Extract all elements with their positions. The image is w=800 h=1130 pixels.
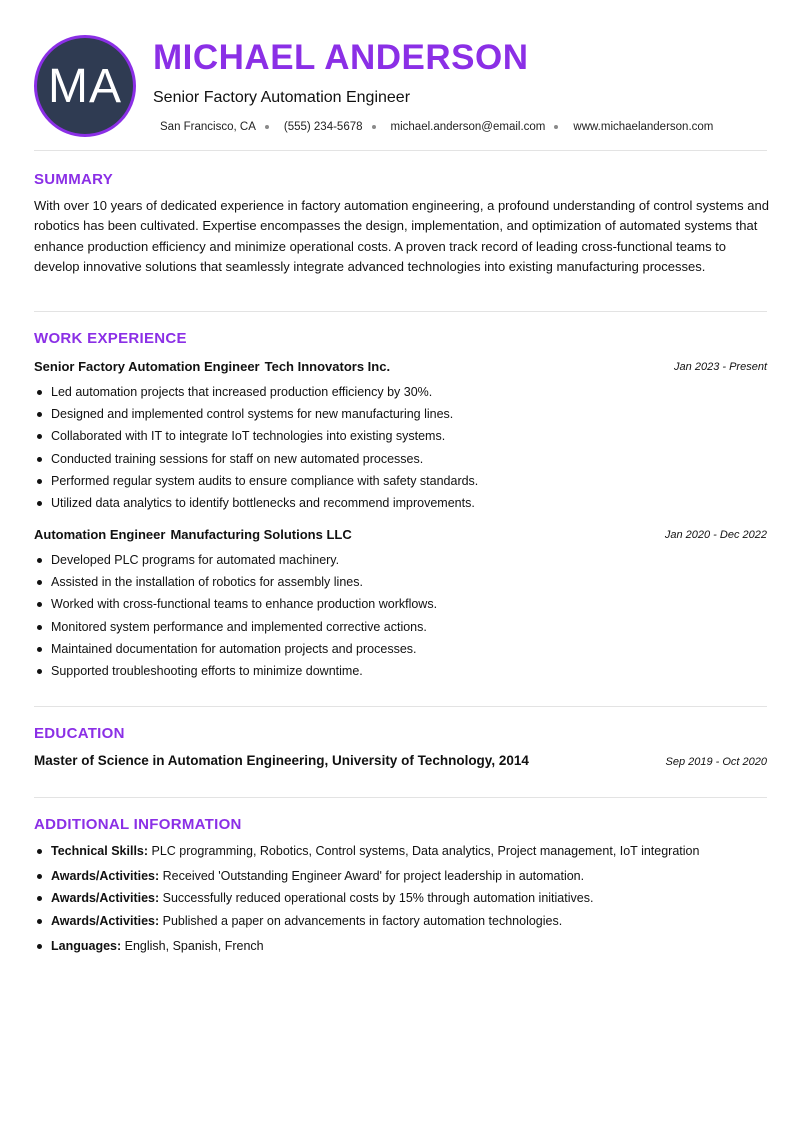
contact-phone: (555) 234-5678 — [283, 121, 363, 133]
list-item: Maintained documentation for automation projects and processes. — [34, 638, 767, 660]
job-dates: Jan 2020 - Dec 2022 — [664, 529, 767, 541]
list-item — [34, 865, 767, 887]
job-header — [34, 359, 767, 374]
job-title: Automation Engineer — [34, 527, 166, 542]
item-text: Received 'Outstanding Engineer Award' for project leadership in automation. — [162, 869, 585, 884]
separator-dot — [554, 125, 558, 129]
list-item: Led automation projects that increased production efficiency by 30%. — [34, 381, 767, 403]
divider — [34, 797, 767, 798]
list-item: Worked with cross-functional teams to enhance production workflows. — [34, 593, 767, 615]
list-item — [34, 840, 767, 862]
education-degree: Master of Science in Automation Engineering, University of Technology, 2014 — [34, 753, 529, 768]
list-item: Utilized data analytics to identify bottlenecks and recommend improvements. — [34, 492, 767, 514]
additional-info-list — [34, 840, 767, 957]
list-item: Conducted training sessions for staff on new automated processes. — [34, 448, 767, 470]
item-text: English, Spanish, French — [124, 938, 264, 953]
list-item: Developed PLC programs for automated machinery. — [34, 549, 767, 571]
education-heading: EDUCATION — [34, 725, 125, 742]
item-label: Awards/Activities: — [51, 913, 160, 928]
summary-heading: SUMMARY — [34, 171, 114, 188]
list-item: Performed regular system audits to ensure compliance with safety standards. — [34, 470, 767, 492]
contact-location: San Francisco, CA — [160, 121, 256, 133]
list-item: Supported troubleshooting efforts to minimize downtime. — [34, 660, 767, 682]
avatar — [34, 35, 136, 137]
divider — [34, 311, 767, 312]
list-item: Assisted in the installation of robotics for assembly lines. — [34, 571, 767, 593]
separator-dot — [372, 125, 376, 129]
job-bullets — [34, 549, 767, 682]
additional-info-heading: ADDITIONAL INFORMATION — [34, 816, 242, 833]
job-header — [34, 527, 767, 542]
item-label: Technical Skills: — [51, 844, 149, 858]
contact-email[interactable]: michael.anderson@email.com — [390, 121, 546, 133]
item-label: Languages: — [51, 938, 122, 953]
job-dates: Jan 2023 - Present — [674, 361, 767, 373]
list-item — [34, 935, 767, 957]
list-item: Designed and implemented control systems for new manufacturing lines. — [34, 403, 767, 425]
list-item: Collaborated with IT to integrate IoT technologies into existing systems. — [34, 425, 767, 447]
divider — [34, 150, 767, 151]
item-label: Awards/Activities: — [51, 891, 160, 906]
summary-text: With over 10 years of dedicated experience in factory automation engineering, a profound understanding of control systems and robotics has been cultivated. Expertise encompasses the design, implementation, and optimization of automated systems that enhance production efficiency and minimize operational costs. A proven track record of leading cross-functional teams to develop innovative solutions that seamlessly integrate advanced technologies into existing manufacturing processes. — [34, 198, 769, 274]
job-company: Manufacturing Solutions LLC — [170, 527, 352, 542]
job-bullets — [34, 381, 767, 514]
contact-website[interactable]: www.michaelanderson.com — [573, 121, 714, 133]
item-label: Awards/Activities: — [51, 869, 160, 884]
list-item — [34, 887, 767, 909]
work-experience-heading: WORK EXPERIENCE — [34, 330, 187, 347]
education-dates: Sep 2019 - Oct 2020 — [665, 756, 767, 768]
avatar-initials: MA — [48, 59, 122, 113]
candidate-title: Senior Factory Automation Engineer — [153, 89, 411, 106]
list-item: Monitored system performance and implemented corrective actions. — [34, 616, 767, 638]
item-text: Successfully reduced operational costs by 15% through automation initiatives. — [162, 891, 594, 906]
job-company: Tech Innovators Inc. — [264, 359, 391, 374]
list-item — [34, 910, 767, 932]
contact-info — [160, 121, 713, 133]
job-title: Senior Factory Automation Engineer — [34, 359, 260, 374]
separator-dot — [265, 125, 269, 129]
item-text: Published a paper on advancements in factory automation technologies. — [162, 913, 563, 928]
candidate-name: MICHAEL ANDERSON — [153, 38, 529, 77]
divider — [34, 706, 767, 707]
item-text: PLC programming, Robotics, Control systems, Data analytics, Project management, IoT integration — [151, 844, 700, 858]
